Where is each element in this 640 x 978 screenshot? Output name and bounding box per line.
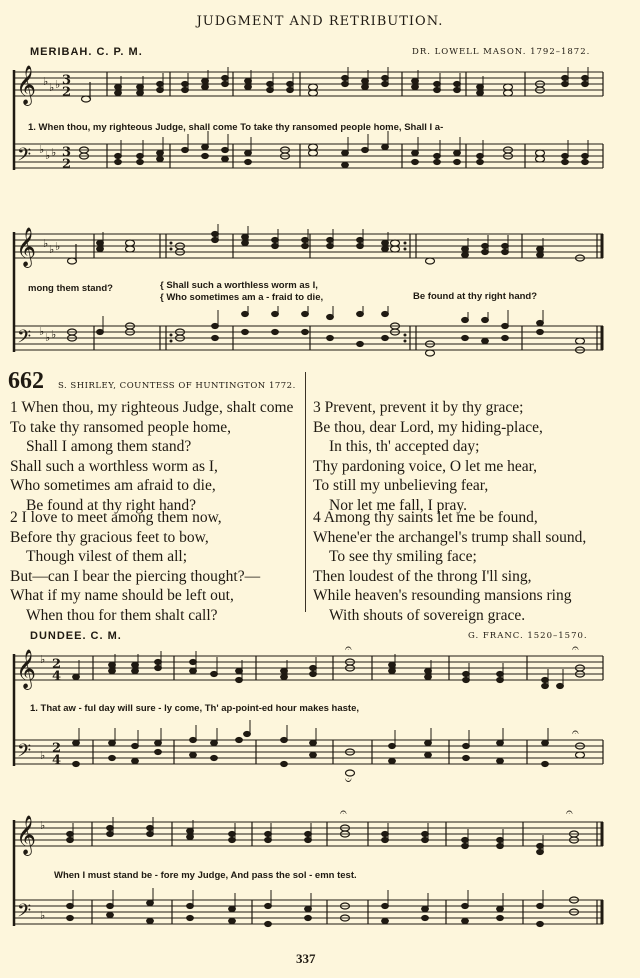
lyric-meribah-line2-a: { Shall such a worthless worm as I, [160,280,318,291]
hymn-number: 662 [8,368,44,394]
verse-line: Thy pardoning voice, O let me hear, [313,457,538,475]
svg-text:4: 4 [52,669,62,684]
lyric-meribah-line2-b: { Who sometimes am a - fraid to die, [160,292,324,303]
svg-text:♭: ♭ [49,243,55,256]
lyric-dundee-line2: When I must stand be - fore my Judge, And pass the sol - emn test. [54,870,357,881]
verse-line: Shall I among them stand? [26,438,192,455]
lyric-meribah-line2-start: mong them stand? [28,283,113,294]
svg-text:2: 2 [62,85,72,100]
verse-3 [313,398,543,515]
verse-line: In this, th' accepted day; [329,438,480,455]
svg-text:2: 2 [62,157,72,172]
svg-text:4: 4 [52,753,62,768]
verse-line: To see thy smiling face; [329,548,477,565]
svg-text:♭: ♭ [39,325,45,338]
svg-text:3: 3 [62,73,72,88]
verse-line: Be thou, dear Lord, my hiding-place, [313,418,543,436]
lyric-meribah-line1: 1. When thou, my righteous Judge, shall come To take thy ransomed people home, Shall I a- [28,122,444,133]
verse-line: Nor let me fall, I pray. [329,496,468,514]
verse-line: 1 When thou, my righteous Judge, shalt come [10,399,294,416]
svg-text:𝄢: 𝄢 [17,145,32,170]
page-number: 337 [296,951,316,966]
composer-dundee: G. FRANC. 1520–1570. [468,631,588,641]
verse-line: To still my unbelieving fear, [313,477,489,494]
tune-name-meribah: MERIBAH. C. P. M. [30,46,143,58]
verse-line: When thou for them shalt call? [26,606,218,624]
composer-meribah: DR. LOWELL MASON. 1792–1872. [412,47,591,57]
verse-line: Whene'er the archangel's trump shall sound, [313,528,587,546]
svg-text:♭: ♭ [51,328,57,341]
svg-text:♭: ♭ [43,237,49,250]
svg-text:♭: ♭ [43,75,49,88]
svg-text:𝄑: 𝄑 [345,773,352,787]
svg-text:♭: ♭ [40,819,46,832]
verse-line: While heaven's resounding mansions ring [313,587,572,604]
svg-text:♭: ♭ [51,146,57,159]
svg-text:𝄢: 𝄢 [17,901,32,926]
verse-line: But—can I bear the piercing thought?— [10,567,261,585]
svg-text:𝄐: 𝄐 [345,641,352,655]
svg-text:♭: ♭ [39,143,45,156]
lyric-meribah-line2-end: Be found at thy right hand? [413,291,538,302]
svg-text:♭: ♭ [45,331,51,344]
tune-name-dundee: DUNDEE. C. M. [30,630,122,642]
verse-line: 2 I love to meet among them now, [10,509,222,526]
verse-line: To take thy ransomed people home, [10,418,232,436]
svg-text:𝄢: 𝄢 [17,741,32,766]
svg-text:♭: ♭ [40,749,46,762]
svg-text:𝄐: 𝄐 [566,805,573,819]
svg-text:𝄐: 𝄐 [340,805,347,819]
verse-line: With shouts of sovereign grace. [329,606,526,624]
verse-line: Though vilest of them all; [26,548,188,565]
svg-text:𝄐: 𝄐 [572,641,579,655]
verse-line: 4 Among thy saints let me be found, [313,509,538,526]
svg-text:𝄢: 𝄢 [17,327,32,352]
svg-text:𝄞: 𝄞 [16,815,37,855]
svg-text:𝄞: 𝄞 [16,227,37,267]
verse-line: Shall such a worthless worm as I, [10,457,218,475]
svg-text:𝄞: 𝄞 [16,65,37,105]
verse-line: Then loudest of the throng I'll sing, [313,567,532,585]
verse-line: Be found at thy right hand? [26,496,197,514]
column-divider [305,372,306,612]
verse-line: What if my name should be left out, [10,587,234,604]
svg-text:𝄐: 𝄐 [572,725,579,739]
verse-1 [10,398,293,515]
svg-text:♭: ♭ [55,78,61,91]
lyric-dundee-line1: 1. That aw - ful day will sure - ly come, Th' ap-point-ed hour makes haste, [30,703,360,714]
hymn-author: S. SHIRLEY, COUNTESS OF HUNTINGTON 1772. [58,381,296,391]
verse-line: Before thy gracious feet to bow, [10,528,209,546]
music-system-3 [0,640,640,790]
svg-text:2: 2 [52,657,62,672]
verse-line: Who sometimes am afraid to die, [10,477,216,494]
page-header: JUDGMENT AND RETRIBUTION. [196,14,444,29]
svg-text:♭: ♭ [40,909,46,922]
svg-text:𝄞: 𝄞 [16,649,37,689]
svg-text:♭: ♭ [40,653,46,666]
verse-4 [313,508,586,625]
svg-text:♭: ♭ [55,240,61,253]
svg-text:2: 2 [52,741,62,756]
svg-text:♭: ♭ [49,81,55,94]
svg-text:♭: ♭ [45,149,51,162]
svg-text:3: 3 [62,145,72,160]
verse-line: 3 Prevent, prevent it by thy grace; [313,399,524,416]
verse-2 [10,508,260,625]
